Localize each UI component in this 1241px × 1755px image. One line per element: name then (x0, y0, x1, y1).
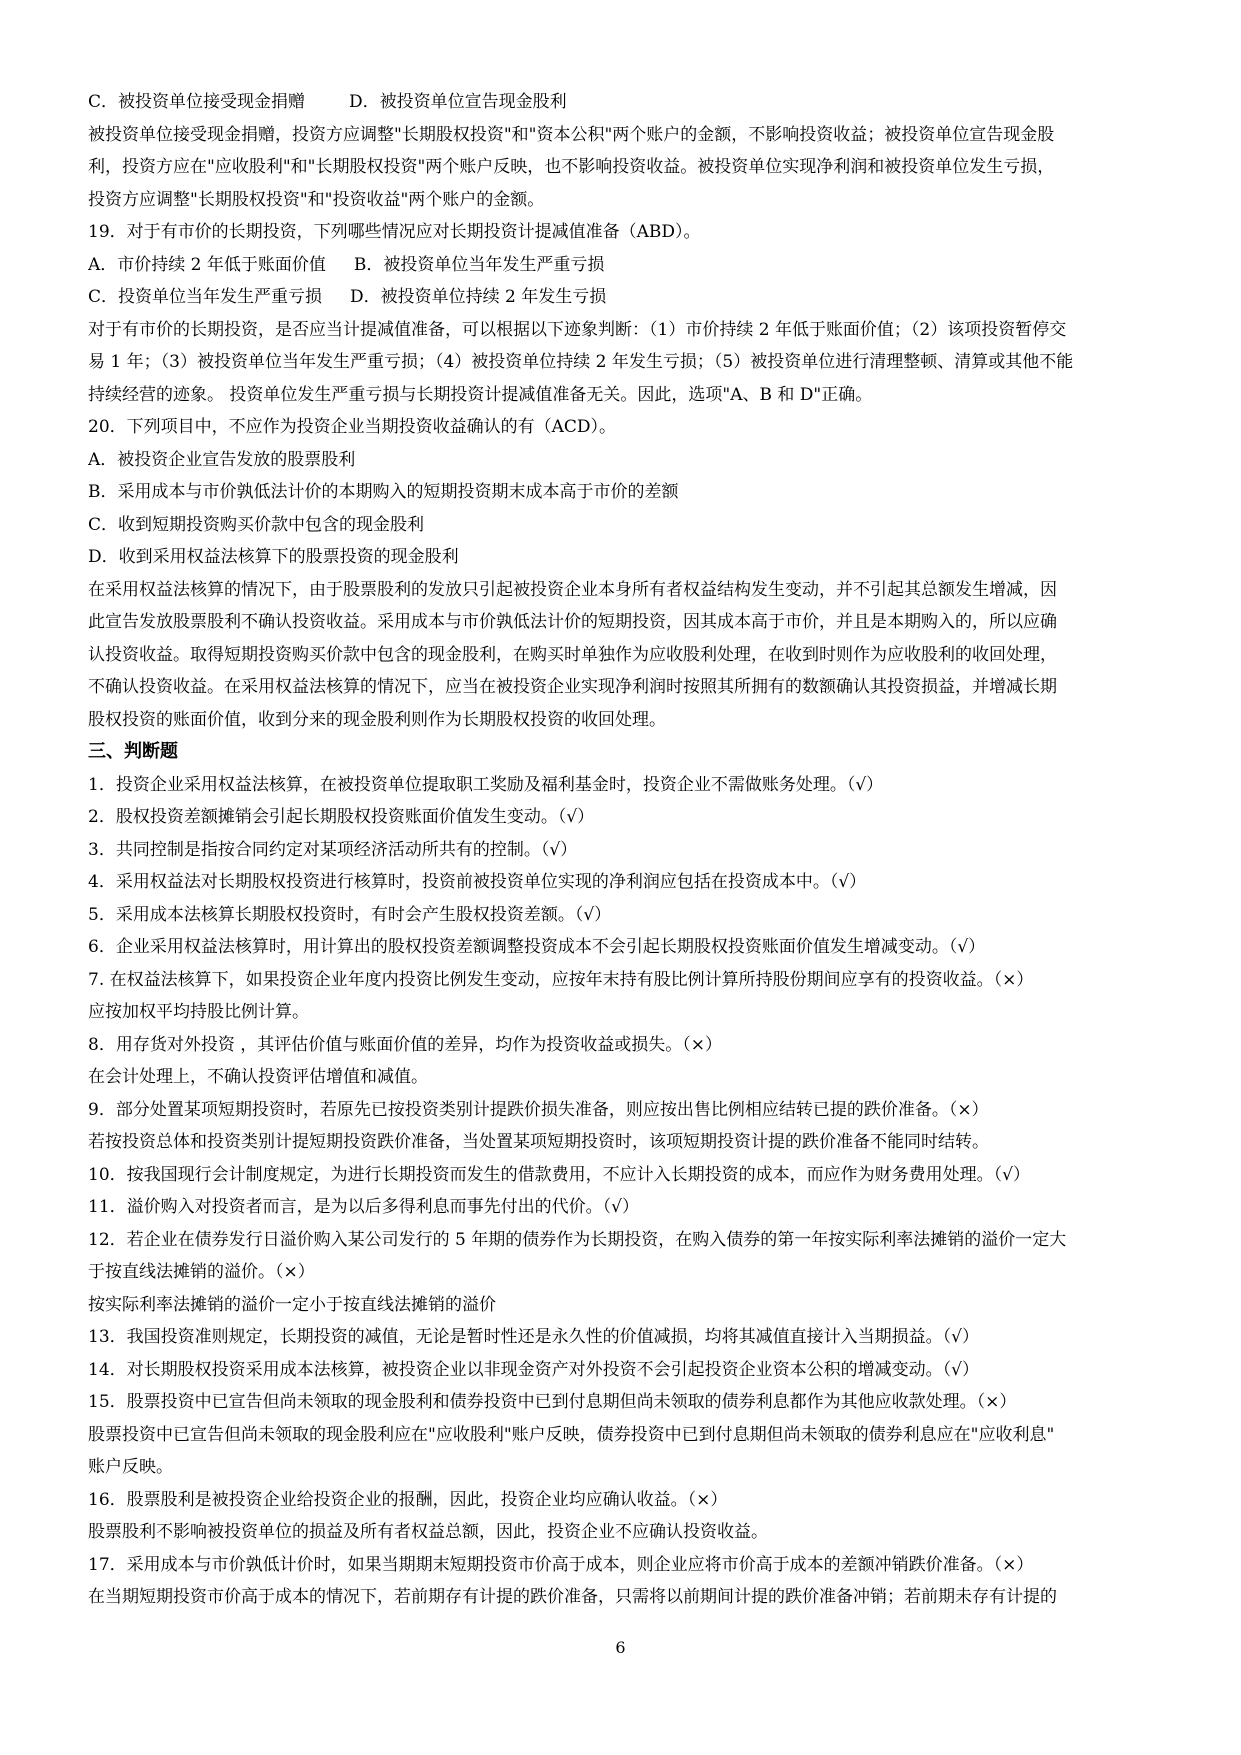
question-line: 7. 在权益法核算下，如果投资企业年度内投资比例发生变动，应按年末持有股比例计算所持股份期间应享有的投资收益。（×） (88, 969, 1034, 990)
answer-text-line: 账户反映。 (88, 1457, 173, 1477)
question-line: 8．用存货对外投资 ，其评估价值与账面价值的差异，均作为投资收益或损失。（×） (88, 1034, 722, 1055)
answer-text-line: 股票投资中已宣告但尚未领取的现金股利应在"应收股利"账户反映，债券投资中已到付息期但尚未领取的债券利息应在"应收利息" (88, 1424, 1055, 1445)
question-line: 3．共同控制是指按合同约定对某项经济活动所共有的控制。（√） (88, 839, 578, 860)
option-line (88, 249, 1153, 282)
question-line: 16．股票股利是被投资企业给投资企业的报酬，因此，投资企业均应确认收益。（×） (88, 1489, 728, 1510)
answer-text-line: 在会计处理上，不确认投资评估增值和减值。 (88, 1067, 428, 1087)
answer-text-line: 股权投资的账面价值，收到分来的现金股利则作为长期股权投资的收回处理。 (88, 709, 666, 730)
question-line: 19．对于有市价的长期投资，下列哪些情况应对长期投资计提减值准备（ABD）。 (88, 222, 701, 242)
answer-text-line: 在采用权益法核算的情况下，由于股票股利的发放只引起被投资企业本身所有者权益结构发生变动，并不引起其总额发生增减，因 (88, 579, 1057, 600)
option-line: D．收到采用权益法核算下的股票投资的现金股利 (88, 547, 459, 567)
option-b: B．被投资单位当年发生严重亏损 (353, 254, 605, 275)
question-line: 10．按我国现行会计制度规定，为进行长期投资而发生的借款费用，不应计入长期投资的成本，而应作为财务费用处理。（√） (88, 1164, 1030, 1185)
answer-text-line: 应按加权平均持股比例计算。 (88, 1002, 309, 1022)
question-line: 于按直线法摊销的溢价。（×） (88, 1262, 315, 1282)
answer-text-line: 按实际利率法摊销的溢价一定小于按直线法摊销的溢价 (88, 1294, 496, 1315)
question-line: 6．企业采用权益法核算时，用计算出的股权投资差额调整投资成本不会引起长期股权投资账面价值发生增减变动。（√） (88, 937, 986, 957)
answer-text-line: 利，投资方应在"应收股利"和"长期股权投资"两个账户反映，也不影响投资收益。被投资单位实现净利润和被投资单位发生亏损， (88, 157, 1055, 177)
option-d: D．被投资单位宣告现金股利 (349, 92, 567, 112)
answer-text-line: 若按投资总体和投资类别计提短期投资跌价准备，当处置某项短期投资时，该项短期投资计提的跌价准备不能同时结转。 (88, 1132, 989, 1152)
question-line: 9．部分处置某项短期投资时，若原先已按投资类别计提跌价损失准备，则应按出售比例相应结转已提的跌价准备。（×） (88, 1099, 989, 1120)
option-line: A．被投资企业宣告发放的股票股利 (88, 449, 356, 470)
question-line: 17．采用成本与市价孰低计价时，如果当期期末短期投资市价高于成本，则企业应将市价高于成本的差额冲销跌价准备。（×） (88, 1554, 1034, 1575)
question-line: 2．股权投资差额摊销会引起长期股权投资账面价值发生变动。（√） (88, 807, 595, 827)
question-line: 20．下列项目中，不应作为投资企业当期投资收益确认的有（ACD）。 (88, 417, 617, 437)
answer-text-line: 不确认投资收益。在采用权益法核算的情况下，应当在被投资企业实现净利润时按照其所拥有的数额确认其投资损益，并增减长期 (88, 677, 1057, 697)
option-d: D．被投资单位持续 2 年发生亏损 (350, 287, 607, 307)
question-line: 15．股票投资中已宣告但尚未领取的现金股利和债券投资中已到付息期但尚未领取的债券利息都作为其他应收款处理。（×） (88, 1392, 1017, 1412)
option-c: C．投资单位当年发生严重亏损 (88, 287, 323, 307)
answer-text-line: 此宣告发放股票股利不确认投资收益。采用成本与市价孰低法计价的短期投资，因其成本高于市价，并且是本期购入的，所以应确 (88, 612, 1057, 632)
option-a: A．市价持续 2 年低于账面价值 (88, 254, 326, 275)
answer-text-line: 易 1 年；（3）被投资单位当年发生严重亏损；（4）被投资单位持续 2 年发生亏损；（5）被投资单位进行清理整顿、清算或其他不能 (88, 352, 1074, 372)
option-line (88, 281, 1153, 314)
question-line: 12．若企业在债券发行日溢价购入某公司发行的 5 年期的债券作为长期投资，在购入债券的第一年按实际利率法摊销的溢价一定大 (88, 1229, 1067, 1250)
answer-text-line: 对于有市价的长期投资，是否应当计提减值准备，可以根据以下迹象判断：（1）市价持续 2 年低于账面价值；（2）该项投资暂停交 (88, 319, 1067, 340)
question-line: 5．采用成本法核算长期股权投资时，有时会产生股权投资差额。（√） (88, 904, 612, 925)
page-number: 6 (615, 1638, 626, 1657)
answer-text-line: 持续经营的迹象。 投资单位发生严重亏损与长期投资计提减值准备无关。因此，选项"A、B 和 D"正确。 (88, 384, 873, 405)
question-line: 14．对长期股权投资采用成本法核算，被投资企业以非现金资产对外投资不会引起投资企业资本公积的增减变动。（√） (88, 1359, 979, 1380)
section-heading: 三、判断题 (88, 741, 178, 762)
question-line: 11．溢价购入对投资者而言，是为以后多得利息而事先付出的代价。（√） (88, 1197, 639, 1217)
answer-text-line: 股票股利不影响被投资单位的损益及所有者权益总额，因此，投资企业不应确认投资收益。 (88, 1522, 768, 1542)
answer-text-line: 被投资单位接受现金捐赠，投资方应调整"长期股权投资"和"资本公积"两个账户的金额，不影响投资收益；被投资单位宣告现金股 (88, 124, 1055, 145)
question-line: 1．投资企业采用权益法核算，在被投资单位提取职工奖励及福利基金时，投资企业不需做账务处理。（√） (88, 774, 884, 795)
option-line: B．采用成本与市价孰低法计价的本期购入的短期投资期末成本高于市价的差额 (88, 482, 679, 502)
answer-text-line: 在当期短期投资市价高于成本的情况下，若前期存有计提的跌价准备，只需将以前期间计提的跌价准备冲销；若前期未存有计提的 (88, 1587, 1057, 1607)
option-line (88, 86, 1153, 119)
option-c: C．被投资单位接受现金捐赠 (88, 92, 306, 112)
page-content (88, 86, 1153, 1614)
option-line: C．收到短期投资购买价款中包含的现金股利 (88, 514, 425, 535)
question-line: 4．采用权益法对长期股权投资进行核算时，投资前被投资单位实现的净利润应包括在投资成本中。（√） (88, 872, 867, 892)
answer-text-line: 认投资收益。取得短期投资购买价款中包含的现金股利，在购买时单独作为应收股利处理，在收到时则作为应收股利的收回处理， (88, 644, 1057, 665)
question-line: 13．我国投资准则规定，长期投资的减值，无论是暂时性还是永久性的价值减损，均将其减值直接计入当期损益。（√） (88, 1327, 979, 1347)
answer-text-line: 投资方应调整"长期股权投资"和"投资收益"两个账户的金额。 (88, 189, 545, 210)
